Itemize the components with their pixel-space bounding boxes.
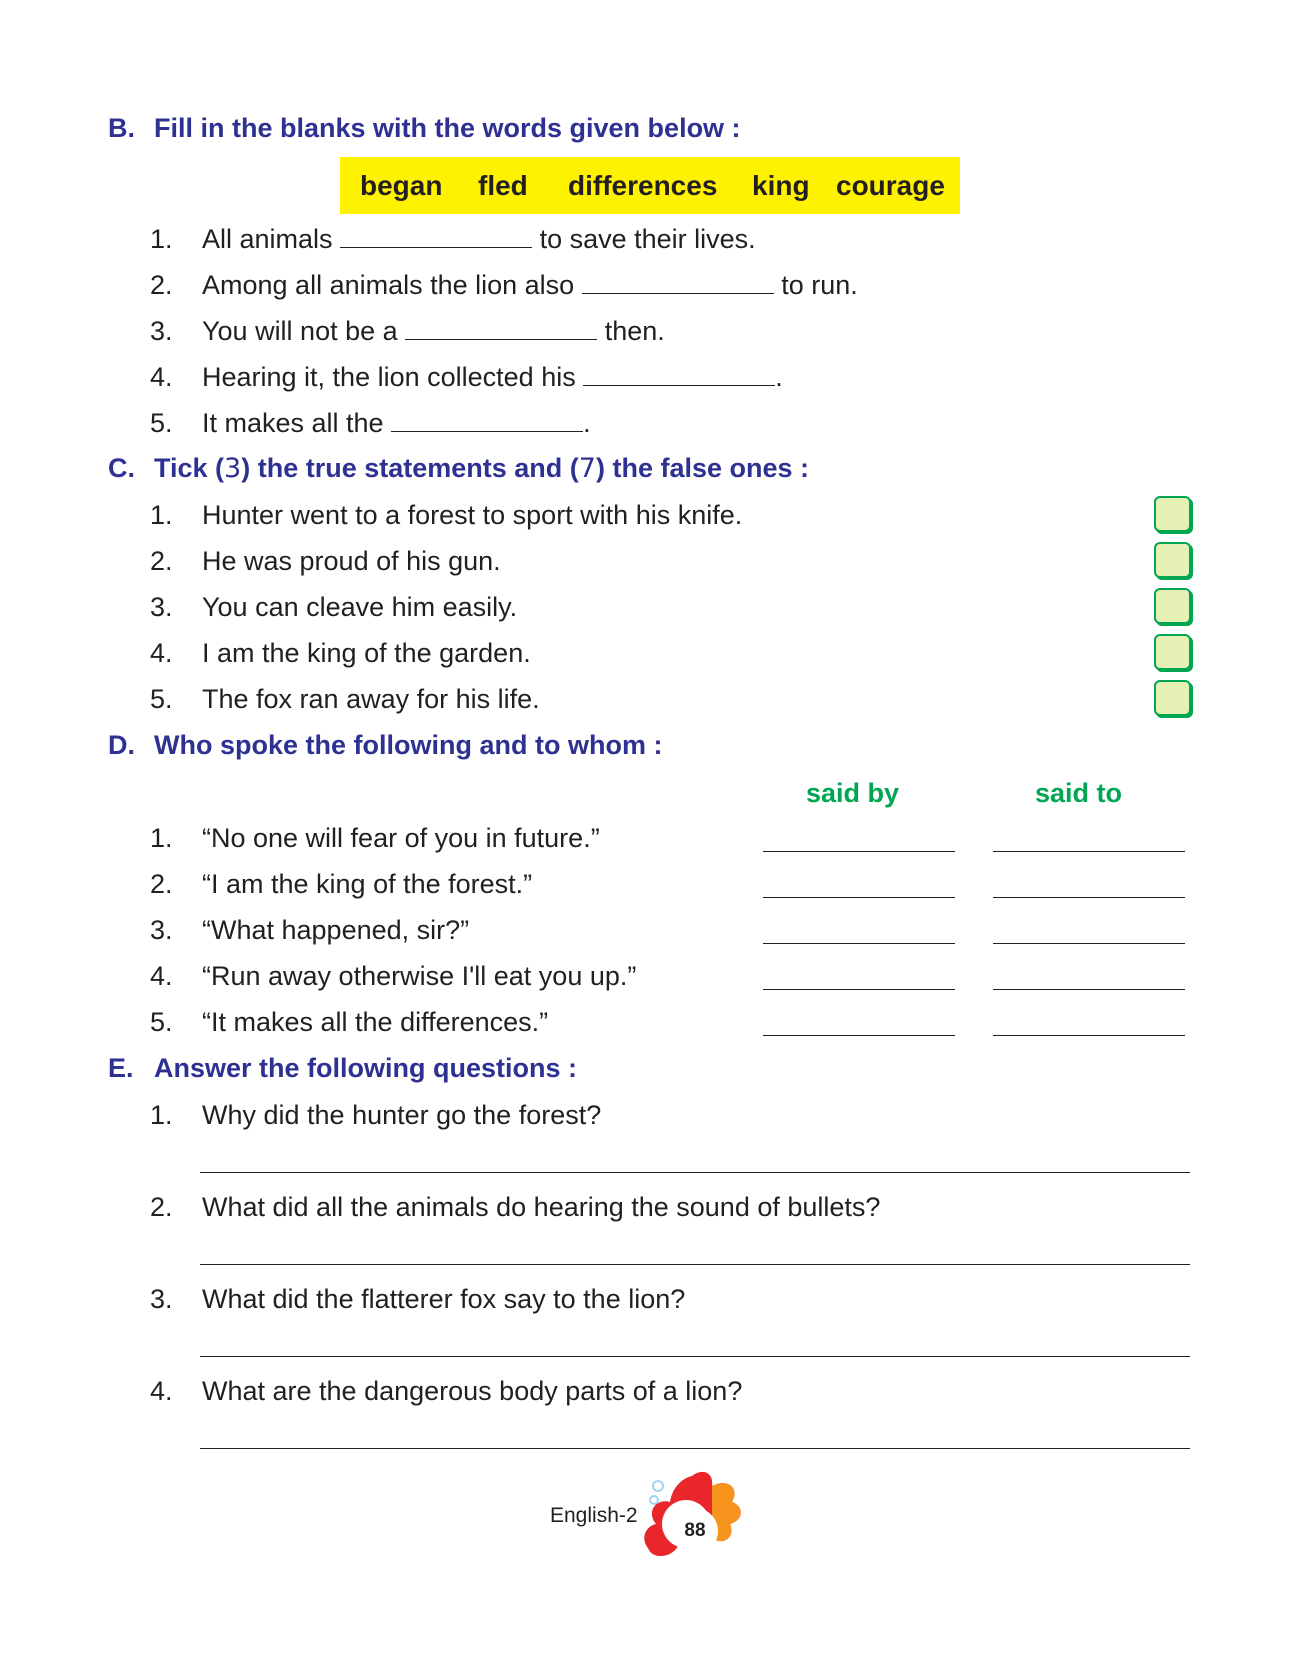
question-text: What are the dangerous body parts of a lion? xyxy=(202,1376,743,1406)
section-title: Who spoke the following and to whom : xyxy=(154,730,663,760)
item-text-after: . xyxy=(583,408,591,438)
fill-blank-item xyxy=(150,406,591,440)
word-bank-item: fled xyxy=(478,169,528,201)
said-to-blank[interactable] xyxy=(993,897,1185,898)
said-by-blank[interactable] xyxy=(763,851,955,852)
quote-text: “What happened, sir?” xyxy=(202,915,470,945)
statement-text: Hunter went to a forest to sport with his knife. xyxy=(202,500,743,530)
item-text-before: It makes all the xyxy=(202,408,384,438)
item-number: 2. xyxy=(150,270,173,300)
word-bank-item: courage xyxy=(836,169,945,201)
quote-item xyxy=(150,913,469,947)
tick-checkbox[interactable] xyxy=(1154,542,1191,578)
statement-item xyxy=(150,498,742,532)
item-number: 3. xyxy=(150,1284,173,1314)
item-number: 4. xyxy=(150,638,173,668)
section-title-part: Tick ( xyxy=(154,453,225,483)
section-b-heading xyxy=(108,111,741,145)
item-number: 4. xyxy=(150,1376,173,1406)
blank-field[interactable] xyxy=(583,361,775,386)
answer-line[interactable] xyxy=(200,1172,1190,1173)
section-title: Answer the following questions : xyxy=(154,1053,578,1083)
said-by-blank[interactable] xyxy=(763,943,955,944)
statement-item xyxy=(150,636,531,670)
item-number: 1. xyxy=(150,1100,173,1130)
answer-line[interactable] xyxy=(200,1356,1190,1357)
statement-text: I am the king of the garden. xyxy=(202,638,531,668)
quote-text: “No one will fear of you in future.” xyxy=(202,823,600,853)
word-bank-item: began xyxy=(360,169,443,201)
question-item xyxy=(150,1374,742,1408)
book-title: English-2 xyxy=(550,1504,638,1527)
item-text-after: to save their lives. xyxy=(539,224,756,254)
item-number: 1. xyxy=(150,823,173,853)
section-c-heading xyxy=(108,451,809,486)
item-number: 4. xyxy=(150,961,173,991)
item-text-before: You will not be a xyxy=(202,316,398,346)
item-number: 5. xyxy=(150,1007,173,1037)
item-number: 4. xyxy=(150,362,173,392)
item-text-before: All animals xyxy=(202,224,333,254)
quote-item xyxy=(150,867,532,901)
item-number: 5. xyxy=(150,684,173,714)
tick-checkbox[interactable] xyxy=(1154,680,1191,716)
question-text: What did all the animals do hearing the sound of bullets? xyxy=(202,1192,881,1222)
statement-text: You can cleave him easily. xyxy=(202,592,518,622)
statement-text: The fox ran away for his life. xyxy=(202,684,540,714)
quote-text: “It makes all the differences.” xyxy=(202,1007,549,1037)
section-title: Fill in the blanks with the words given below : xyxy=(154,113,741,143)
said-by-blank[interactable] xyxy=(763,897,955,898)
said-to-blank[interactable] xyxy=(993,989,1185,990)
word-bank-item: differences xyxy=(568,169,718,201)
page-number: 88 xyxy=(672,1508,718,1554)
item-number: 2. xyxy=(150,546,173,576)
question-text: What did the flatterer fox say to the lion? xyxy=(202,1284,686,1314)
said-by-blank[interactable] xyxy=(763,989,955,990)
statement-item xyxy=(150,544,501,578)
tick-checkbox[interactable] xyxy=(1154,588,1191,624)
statement-text: He was proud of his gun. xyxy=(202,546,501,576)
item-text-after: then. xyxy=(604,316,665,346)
question-item xyxy=(150,1190,880,1224)
item-number: 1. xyxy=(150,224,173,254)
blank-field[interactable] xyxy=(391,407,583,432)
said-to-blank[interactable] xyxy=(993,1035,1185,1036)
fill-blank-item xyxy=(150,360,783,394)
said-to-header: said to xyxy=(1035,778,1123,808)
quote-item xyxy=(150,959,636,993)
tick-checkbox[interactable] xyxy=(1154,496,1191,532)
item-number: 3. xyxy=(150,316,173,346)
blank-field[interactable] xyxy=(582,269,774,294)
tick-symbol: 3 xyxy=(224,453,242,484)
word-bank xyxy=(340,157,960,214)
answer-line[interactable] xyxy=(200,1264,1190,1265)
item-number: 5. xyxy=(150,408,173,438)
said-by-header: said by xyxy=(806,778,900,808)
section-title-part: ) the false ones : xyxy=(595,453,810,483)
cross-symbol: 7 xyxy=(578,453,596,484)
answer-line[interactable] xyxy=(200,1448,1190,1449)
item-number: 2. xyxy=(150,1192,173,1222)
item-number: 3. xyxy=(150,592,173,622)
item-text-before: Hearing it, the lion collected his xyxy=(202,362,576,392)
question-text: Why did the hunter go the forest? xyxy=(202,1100,602,1130)
fill-blank-item xyxy=(150,314,665,348)
quote-item xyxy=(150,1005,548,1039)
said-to-blank[interactable] xyxy=(993,851,1185,852)
quote-item xyxy=(150,821,600,855)
section-letter: D. xyxy=(108,730,135,760)
item-number: 1. xyxy=(150,500,173,530)
item-text-after: to run. xyxy=(781,270,858,300)
fill-blank-item xyxy=(150,222,756,256)
quote-text: “I am the king of the forest.” xyxy=(202,869,533,899)
item-text-before: Among all animals the lion also xyxy=(202,270,575,300)
statement-item xyxy=(150,682,540,716)
blank-field[interactable] xyxy=(405,315,597,340)
section-e-heading xyxy=(108,1051,577,1085)
question-item xyxy=(150,1282,685,1316)
item-number: 3. xyxy=(150,915,173,945)
section-letter: E. xyxy=(108,1053,134,1083)
section-letter: B. xyxy=(108,113,135,143)
item-text-after: . xyxy=(775,362,783,392)
said-by-blank[interactable] xyxy=(763,1035,955,1036)
blank-field[interactable] xyxy=(340,223,532,248)
statement-item xyxy=(150,590,517,624)
question-item xyxy=(150,1098,601,1132)
item-number: 2. xyxy=(150,869,173,899)
section-d-heading xyxy=(108,728,662,762)
fill-blank-item xyxy=(150,268,858,302)
tick-checkbox[interactable] xyxy=(1154,634,1191,670)
said-to-blank[interactable] xyxy=(993,943,1185,944)
section-title-part: ) the true statements and ( xyxy=(241,453,579,483)
word-bank-item: king xyxy=(752,169,810,201)
quote-text: “Run away otherwise I'll eat you up.” xyxy=(202,961,637,991)
section-letter: C. xyxy=(108,453,135,483)
